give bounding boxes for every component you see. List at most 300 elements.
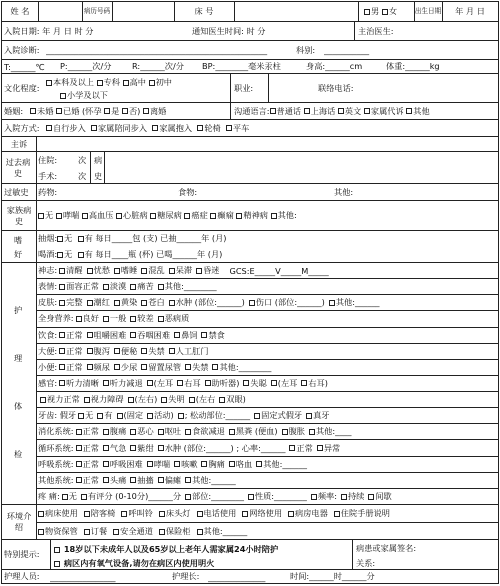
drinking-no-checkbox[interactable]: [57, 252, 63, 258]
environment-option-label: 陪客椅: [90, 508, 116, 518]
fam-epilepsy-label: 癫痫: [217, 210, 234, 220]
nursing-option-label: 其他:____: [315, 426, 352, 437]
lang-shanghai-label: 上海话: [310, 105, 336, 116]
nursing-option-checkbox[interactable]: [141, 300, 147, 306]
nursing-exam-label: 呼吸系统:: [38, 458, 74, 469]
fam-hypertension-checkbox[interactable]: [82, 213, 88, 219]
nursing-option-label: 失禁: [148, 345, 165, 356]
environment-checkbox[interactable]: [38, 529, 44, 535]
nursing-option-label: 清醒: [66, 265, 83, 276]
nursing-option-checkbox[interactable]: [301, 380, 307, 386]
nursing-option-checkbox[interactable]: [76, 316, 82, 322]
vitals-row: [2, 60, 498, 74]
nursing-option-label: 咀嚼困难: [93, 329, 127, 340]
environment-checkbox[interactable]: [242, 511, 248, 517]
edu-primary-option: [60, 90, 108, 100]
nursing-option-checkbox[interactable]: [317, 445, 323, 451]
nursing-option-label: 紫绀: [137, 442, 154, 453]
stretcher-label: 平车: [232, 122, 250, 133]
nursing-option-checkbox[interactable]: [59, 284, 65, 290]
bed-label: 床 号: [194, 6, 214, 16]
nursing-option-label: 呆滞: [175, 265, 193, 276]
time-field[interactable]: 时间:______时______分: [290, 571, 375, 581]
nursing-option-label: 人工肛门: [175, 345, 209, 356]
fam-none-label: 无: [45, 210, 54, 220]
nursing-option-checkbox[interactable]: [76, 477, 82, 483]
nursing-exam-rows: [36, 263, 498, 505]
environment-checkbox[interactable]: [159, 511, 165, 517]
nursing-option-checkbox[interactable]: [103, 477, 109, 483]
nursing-option-checkbox[interactable]: [87, 348, 93, 354]
married-checkbox[interactable]: [56, 108, 62, 114]
edu-college-label: 专科: [103, 77, 120, 87]
nursing-option-checkbox[interactable]: [158, 429, 164, 435]
nursing-option-label: 伤口 (部位:______): [255, 297, 325, 308]
drinking-yes-checkbox[interactable]: [78, 252, 84, 258]
nursing-option-checkbox[interactable]: [169, 300, 175, 306]
history-label: 史: [94, 171, 103, 181]
nursing-option-checkbox[interactable]: [249, 300, 255, 306]
nursing-option-label: 较差: [137, 313, 154, 324]
nursing-option-label: (左耳: [153, 377, 174, 388]
edu-bachelor-checkbox[interactable]: [46, 80, 52, 86]
environment-options-1: [38, 508, 396, 518]
nursing-option-checkbox[interactable]: [311, 494, 317, 500]
nursing-option-label: 腹痛: [109, 426, 127, 437]
environment-option-label: 网络使用: [249, 508, 283, 518]
nursing-exam-row: [36, 473, 498, 489]
education-row: [2, 74, 498, 103]
nursing-option-checkbox[interactable]: [174, 332, 180, 338]
nursing-option-label: 淡漠: [109, 281, 127, 292]
nursing-option-checkbox[interactable]: [87, 300, 93, 306]
nursing-option-label: 黄染: [120, 297, 138, 308]
nursing-option-checkbox[interactable]: [59, 332, 65, 338]
drinking-options: [38, 249, 222, 259]
nursing-exam-section: [2, 263, 498, 505]
nursing-option-checkbox[interactable]: [158, 284, 164, 290]
nursing-exam-row: [36, 392, 498, 408]
nurse-field[interactable]: ________________: [50, 571, 116, 582]
nursing-label-3: 体: [14, 401, 23, 411]
nursing-option-label: 腹胀: [288, 426, 305, 437]
footer-row: [2, 570, 498, 583]
nursing-option-checkbox[interactable]: [161, 397, 167, 403]
edu-college-checkbox[interactable]: [97, 80, 103, 86]
environment-checkbox[interactable]: [84, 529, 90, 535]
nursing-option-checkbox[interactable]: [84, 397, 90, 403]
nursing-option-label: 面容正常: [66, 281, 99, 292]
fam-cancer-checkbox[interactable]: [184, 213, 190, 219]
nursing-option-label: 正常: [82, 474, 99, 485]
nursing-exam-row: [36, 489, 498, 505]
nursing-option-checkbox[interactable]: [185, 494, 191, 500]
nursing-option-checkbox[interactable]: [201, 332, 207, 338]
respiration-field[interactable]: R:______次/分: [132, 61, 184, 71]
edu-highschool-checkbox[interactable]: [123, 80, 129, 86]
environment-label: 环境介绍: [6, 511, 32, 532]
habits-label-1: 嗜: [14, 235, 23, 245]
notice-1-checkbox[interactable]: [54, 547, 60, 553]
nursing-option-checkbox[interactable]: [169, 348, 175, 354]
nursing-option-label: 混乱: [148, 265, 165, 276]
smoking-label: 抽烟:: [38, 233, 58, 243]
fam-cancer-label: 癌症: [191, 210, 208, 220]
edu-primary-checkbox[interactable]: [60, 93, 66, 99]
lang-mandarin-checkbox[interactable]: [270, 108, 276, 114]
nursing-option-label: 正常: [66, 361, 83, 372]
nursing-option-checkbox[interactable]: [185, 477, 191, 483]
female-label: 女: [388, 6, 398, 16]
nursing-option-checkbox[interactable]: [158, 445, 164, 451]
environment-checkbox[interactable]: [197, 529, 203, 535]
nursing-option-checkbox[interactable]: [229, 429, 235, 435]
nursing-option-checkbox[interactable]: [201, 461, 207, 467]
nursing-option-label: 水肿 (部位:______) ; 心率:______: [164, 442, 286, 453]
surgery-label: 手术:: [38, 171, 58, 181]
nursing-option-label: 失禁: [192, 361, 209, 372]
nursing-option-label: 视力正常: [47, 394, 80, 405]
nursing-option-label: 苍白: [148, 297, 165, 308]
special-notice-label: 特别提示:: [4, 549, 40, 559]
nursing-option-checkbox[interactable]: [40, 397, 46, 403]
chief-complaint-row: [2, 137, 498, 152]
nursing-option-label: 黑粪 (便血): [235, 426, 278, 437]
habits-label-2: 好: [14, 249, 23, 259]
smoking-no-label: 无: [64, 233, 73, 243]
environment-option-label: 其他:______: [203, 526, 248, 536]
nursing-option-checkbox[interactable]: [282, 429, 288, 435]
nursing-label-4: 检: [14, 449, 23, 459]
nursing-option-label: 呼吸困难: [109, 458, 143, 469]
nursing-option-checkbox[interactable]: [59, 300, 65, 306]
nursing-option-label: 留置尿管: [148, 361, 182, 372]
blood-pressure-field[interactable]: BP:________毫米汞柱: [202, 61, 281, 71]
nursing-exam-row: [36, 295, 498, 311]
fam-heart-label: 心脏病: [123, 210, 148, 220]
nursing-option-checkbox[interactable]: [59, 364, 65, 370]
admission-method-options: [46, 120, 496, 136]
environment-checkbox[interactable]: [288, 511, 294, 517]
environment-option-label: 病床使用: [45, 508, 78, 518]
nursing-option-label: 偏瘫: [164, 474, 182, 485]
edu-primary-label: 小学及以下: [67, 90, 108, 100]
nursing-option-checkbox[interactable]: [130, 284, 136, 290]
nursing-option-label: 失明: [168, 394, 185, 405]
nursing-option-checkbox[interactable]: [103, 429, 109, 435]
fam-mental-checkbox[interactable]: [236, 213, 242, 219]
nursing-option-checkbox[interactable]: [76, 461, 82, 467]
nursing-option-checkbox[interactable]: [130, 477, 136, 483]
nursing-exam-row: [36, 424, 498, 440]
chief-complaint-label: 主诉: [10, 138, 28, 149]
nursing-option-label: 恶病质: [164, 313, 190, 324]
nursing-option-checkbox[interactable]: [169, 268, 175, 274]
department-field[interactable]: ___________: [324, 45, 370, 55]
nursing-option-checkbox[interactable]: [59, 348, 65, 354]
head-nurse-label: 护理长:: [172, 571, 200, 581]
nursing-option-checkbox[interactable]: [114, 300, 120, 306]
nursing-option-checkbox[interactable]: [130, 429, 136, 435]
nursing-exam-label: 饮食:: [38, 329, 58, 340]
nursing-option-checkbox[interactable]: [87, 268, 93, 274]
smoking-no-checkbox[interactable]: [57, 236, 63, 242]
nursing-option-label: 头痛: [109, 474, 127, 485]
nursing-option-label: (左右: [195, 394, 216, 405]
nursing-option-checkbox[interactable]: [128, 397, 134, 403]
nursing-option-checkbox[interactable]: [59, 380, 65, 386]
environment-checkbox[interactable]: [121, 511, 127, 517]
nursing-option-label: 良好: [82, 313, 99, 324]
nursing-option-checkbox[interactable]: [271, 380, 277, 386]
nursing-option-checkbox[interactable]: [289, 445, 295, 451]
nursing-option-checkbox[interactable]: [130, 316, 136, 322]
nursing-option-label: 正常: [66, 345, 83, 356]
single-checkbox[interactable]: [30, 108, 36, 114]
environment-option-label: 订餐: [90, 526, 108, 536]
admit-date-field[interactable]: 入院日期: 年 月 日 时 分: [4, 25, 94, 36]
lang-english-checkbox[interactable]: [338, 108, 344, 114]
height-field[interactable]: 身高:______cm: [306, 61, 363, 71]
weight-field[interactable]: 体重:______kg: [386, 61, 440, 71]
diagnosis-row: [2, 41, 498, 60]
nursing-option-checkbox[interactable]: [147, 380, 153, 386]
drinking-no-label: 无: [64, 249, 73, 259]
nursing-option-label: 吞咽困难: [137, 329, 171, 340]
nursing-label-2: 理: [14, 353, 23, 363]
environment-checkbox[interactable]: [84, 511, 90, 517]
wheelchair-checkbox[interactable]: [197, 125, 203, 131]
allergy-label: 过敏史: [4, 186, 29, 197]
head-nurse-field[interactable]: ______________: [208, 571, 266, 582]
past-history-label: 过去病史: [5, 156, 31, 178]
nursing-option-checkbox[interactable]: [229, 461, 235, 467]
nursing-exam-label: 牙齿: 假牙: [38, 410, 77, 421]
nursing-option-label: 双眼): [226, 394, 246, 405]
relation-label: 关系:: [356, 558, 376, 568]
nursing-option-label: 有评分 (0-10分)______分: [87, 491, 182, 502]
nursing-option-checkbox[interactable]: [147, 413, 153, 419]
nursing-option-checkbox[interactable]: [76, 445, 82, 451]
nursing-option-label: 恶心: [137, 426, 154, 437]
nursing-option-checkbox[interactable]: [97, 413, 103, 419]
nursing-option-checkbox[interactable]: [62, 494, 68, 500]
nursing-option-label: 间歇: [375, 491, 392, 502]
fam-hypertension-label: 高血压: [88, 210, 114, 220]
fam-diabetes-label: 糖尿病: [157, 210, 182, 220]
drug-allergy-label: 药物:: [38, 186, 58, 197]
temperature-field[interactable]: T:______℃: [4, 61, 45, 72]
nursing-option-label: 视力障碍: [90, 394, 124, 405]
nursing-option-checkbox[interactable]: [103, 380, 109, 386]
nursing-option-checkbox[interactable]: [189, 397, 195, 403]
nursing-option-checkbox[interactable]: [158, 316, 164, 322]
nursing-option-checkbox[interactable]: [178, 413, 184, 419]
food-allergy-label: 食物:: [178, 186, 198, 197]
environment-checkbox[interactable]: [159, 529, 165, 535]
nursing-option-checkbox[interactable]: [141, 348, 147, 354]
birth-date-field[interactable]: 年 月 日: [455, 6, 485, 16]
department-label: 科别:: [296, 44, 316, 55]
environment-checkbox[interactable]: [113, 529, 119, 535]
fam-asthma-label: 哮喘: [62, 210, 80, 220]
nursing-option-checkbox[interactable]: [174, 461, 180, 467]
nursing-option-label: 胸痛: [208, 458, 225, 469]
pulse-field[interactable]: P:______次/分: [60, 61, 112, 71]
nursing-option-checkbox[interactable]: [87, 332, 93, 338]
fam-none-checkbox[interactable]: [38, 213, 44, 219]
notify-doctor-time-field[interactable]: 通知医生时间: 时 分: [192, 25, 266, 36]
nursing-option-label: 嗜睡: [120, 265, 138, 276]
nursing-option-checkbox[interactable]: [243, 380, 249, 386]
nursing-exam-label: 全身营养:: [38, 313, 74, 324]
nursing-option-checkbox[interactable]: [306, 413, 312, 419]
nursing-option-label: 正常: [66, 329, 83, 340]
nursing-option-label: 有: [104, 410, 113, 421]
nursing-exam-label: 疼 痛:: [38, 491, 60, 502]
notice-2-text: 病区内有氧气设备,请勿在病区内使用明火: [63, 558, 215, 568]
nursing-option-label: 助听器): [211, 377, 240, 388]
nursing-option-label: 其他:______: [335, 297, 380, 308]
nursing-option-checkbox[interactable]: [130, 332, 136, 338]
nursing-exam-label: 感官:: [38, 377, 58, 388]
nursing-exam-label: 表情:: [38, 281, 58, 292]
environment-checkbox[interactable]: [38, 511, 44, 517]
signature-label: 病患或家属签名:: [356, 543, 417, 553]
nursing-option-checkbox[interactable]: [114, 364, 120, 370]
divorced-checkbox[interactable]: [143, 108, 149, 114]
carried-checkbox[interactable]: [152, 125, 158, 131]
nursing-exam-row: [36, 263, 498, 279]
nursing-option-checkbox[interactable]: [117, 413, 123, 419]
nursing-option-checkbox[interactable]: [87, 364, 93, 370]
nursing-exam-label: 其他系统:: [38, 474, 74, 485]
environment-option-label: 病房电器: [295, 508, 328, 518]
nursing-option-checkbox[interactable]: [158, 477, 164, 483]
nursing-option-checkbox[interactable]: [248, 494, 254, 500]
fam-epilepsy-checkbox[interactable]: [210, 213, 216, 219]
nursing-admission-form: [1, 1, 499, 584]
hospitalization-times-label: 次: [78, 155, 87, 165]
nursing-option-label: 正常: [296, 442, 313, 453]
drinking-yes-label: 有 每日____瓶 (杯) 已喝______年 (月): [84, 249, 223, 259]
nursing-option-checkbox[interactable]: [219, 397, 225, 403]
nursing-exam-row: [36, 408, 498, 424]
nursing-option-label: 听力减退: [109, 377, 143, 388]
pregnant-yes-label: 是: [111, 105, 120, 116]
lang-family-label: 家属代诉: [370, 105, 404, 116]
nursing-option-label: 其他:________: [219, 361, 272, 372]
nursing-option-checkbox[interactable]: [81, 494, 87, 500]
nursing-option-checkbox[interactable]: [103, 316, 109, 322]
nursing-option-checkbox[interactable]: [185, 364, 191, 370]
female-checkbox[interactable]: [382, 9, 388, 15]
nursing-option-checkbox[interactable]: [368, 494, 374, 500]
nursing-option-label: 部位:________: [192, 491, 244, 502]
walk-in-checkbox[interactable]: [46, 125, 52, 131]
nursing-option-label: ; 松动部位:______: [184, 410, 251, 421]
nursing-option-checkbox[interactable]: [185, 429, 191, 435]
nursing-option-checkbox[interactable]: [205, 380, 211, 386]
nursing-option-checkbox[interactable]: [341, 494, 347, 500]
nursing-option-checkbox[interactable]: [141, 364, 147, 370]
lang-mandarin-label: 普通话: [276, 105, 302, 116]
pregnant-no-checkbox[interactable]: [122, 108, 128, 114]
nursing-option-label: 性质:________: [254, 491, 307, 502]
stretcher-checkbox[interactable]: [226, 125, 232, 131]
male-checkbox[interactable]: [364, 9, 370, 15]
nursing-option-label: 右耳: [184, 377, 201, 388]
nursing-exam-row: [36, 376, 498, 392]
nursing-option-checkbox[interactable]: [103, 284, 109, 290]
nursing-option-checkbox[interactable]: [103, 445, 109, 451]
accompanied-label: 家属陪同步入: [97, 122, 148, 133]
lang-other-checkbox[interactable]: [406, 108, 412, 114]
smoking-yes-label: 有 每日_____包 (支) 已抽______年 (月): [84, 233, 227, 243]
fam-heart-checkbox[interactable]: [116, 213, 122, 219]
nursing-option-checkbox[interactable]: [196, 268, 202, 274]
nursing-option-checkbox[interactable]: [114, 268, 120, 274]
environment-option-label: 床头灯: [165, 508, 191, 518]
lang-shanghai-checkbox[interactable]: [304, 108, 310, 114]
nursing-option-checkbox[interactable]: [78, 413, 84, 419]
lang-family-checkbox[interactable]: [364, 108, 370, 114]
male-label: 男: [371, 6, 380, 16]
nursing-option-checkbox[interactable]: [59, 268, 65, 274]
carried-label: 家属抱入: [159, 122, 193, 133]
nursing-option-checkbox[interactable]: [103, 461, 109, 467]
nursing-option-label: 抽搐: [137, 474, 154, 485]
nursing-option-label: 禁食: [208, 329, 225, 340]
environment-checkbox[interactable]: [197, 511, 203, 517]
edu-middle-checkbox[interactable]: [149, 80, 155, 86]
admission-method-label: 入院方式:: [4, 122, 40, 133]
fam-asthma-checkbox[interactable]: [56, 213, 62, 219]
attending-doctor-field[interactable]: 主治医生:: [358, 25, 394, 36]
nursing-option-checkbox[interactable]: [114, 348, 120, 354]
edu-bachelor-label: 本科及以上: [53, 77, 94, 87]
occupation-label: 职业:: [234, 82, 254, 93]
fam-diabetes-checkbox[interactable]: [150, 213, 156, 219]
gcs-field[interactable]: GCS:E_____V_____M_____: [229, 265, 329, 276]
nursing-option-label: 失聪: [250, 377, 267, 388]
pregnant-yes-checkbox[interactable]: [104, 108, 110, 114]
notice-2-checkbox[interactable]: [54, 561, 60, 567]
nursing-option-checkbox[interactable]: [177, 380, 183, 386]
nursing-option-checkbox[interactable]: [329, 300, 335, 306]
pregnant-no-label: 否): [128, 105, 141, 116]
nursing-option-checkbox[interactable]: [256, 461, 262, 467]
fam-other-checkbox[interactable]: [271, 213, 277, 219]
environment-option-label: 住院手册说明: [340, 508, 390, 518]
environment-checkbox[interactable]: [334, 511, 340, 517]
smoking-yes-checkbox[interactable]: [78, 236, 84, 242]
nursing-option-checkbox[interactable]: [254, 413, 260, 419]
accompanied-checkbox[interactable]: [91, 125, 97, 131]
hospitalization-label: 住院:: [38, 155, 58, 165]
single-label: 未婚: [37, 105, 54, 116]
nursing-option-checkbox[interactable]: [141, 268, 147, 274]
diagnosis-field[interactable]: ______________________________________________________: [46, 45, 268, 55]
nursing-option-checkbox[interactable]: [76, 429, 82, 435]
nursing-option-label: 水肿 (部位:______): [175, 297, 245, 308]
nursing-option-checkbox[interactable]: [130, 445, 136, 451]
nursing-option-checkbox[interactable]: [147, 461, 153, 467]
nursing-option-checkbox[interactable]: [212, 364, 218, 370]
nursing-option-label: 腹泻: [93, 345, 110, 356]
drinking-label: 喝酒:: [38, 249, 58, 259]
nursing-option-checkbox[interactable]: [309, 429, 315, 435]
